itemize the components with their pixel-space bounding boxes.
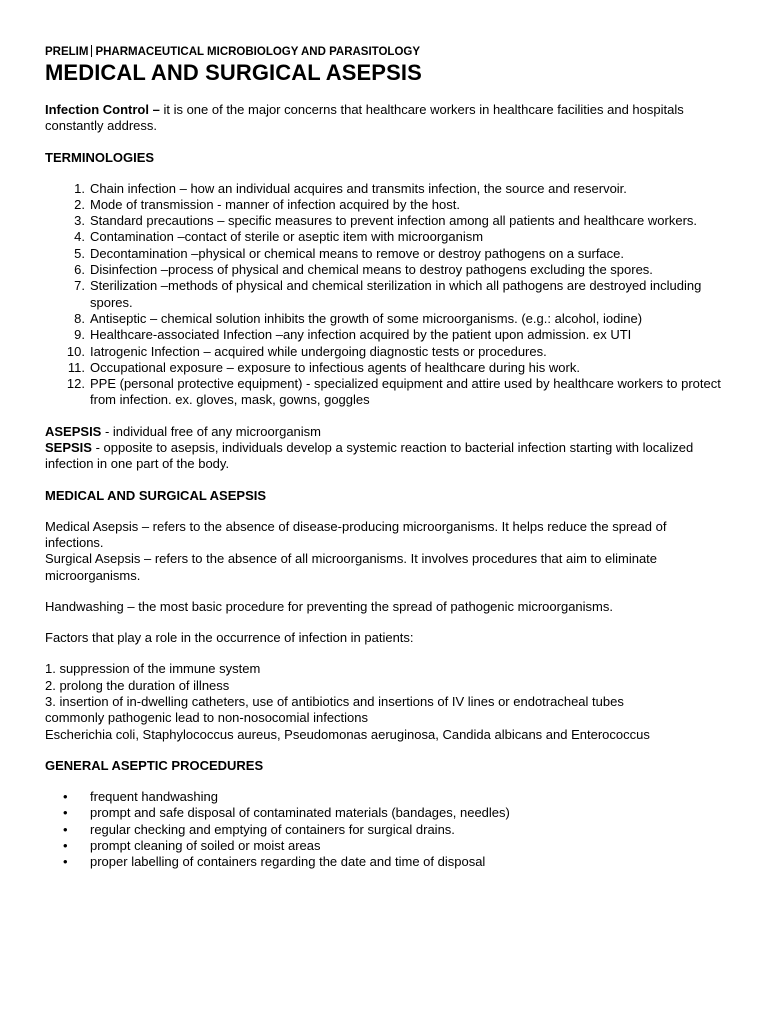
factor-line: 2. prolong the duration of illness [45,677,230,693]
list-item: 6. Disinfection –process of physical and chemical means to destroy pathogens excluding the spores. [74,262,653,278]
list-item: • regular checking and emptying of containers for surgical drains. [63,821,455,837]
med-surg-heading: MEDICAL AND SURGICAL ASEPSIS [45,487,267,503]
document-page [45,45,725,870]
handwashing-paragraph: Handwashing – the most basic procedure for preventing the spread of pathogenic microorganisms. [45,598,613,614]
factor-line: 1. suppression of the immune system [45,661,261,677]
factor-line: Escherichia coli, Staphylococcus aureus, Pseudomonas aeruginosa, Candida albicans and Enterococcus [45,726,650,742]
general-procedures-list [45,789,725,870]
terminologies-heading: TERMINOLOGIES [45,149,155,165]
general-procedures-heading: GENERAL ASEPTIC PROCEDURES [45,757,264,773]
list-item: 11. Occupational exposure – exposure to infectious agents of healthcare during his work. [67,359,580,375]
surgical-asepsis-paragraph: Surgical Asepsis – refers to the absence of all microorganisms. It involves procedures that aim to eliminate microorganisms. [45,551,658,583]
list-item: 10. Iatrogenic Infection – acquired while undergoing diagnostic tests or procedures. [66,343,547,359]
list-item: 3. Standard precautions – specific measures to prevent infection among all patients and healthcare workers. [74,213,698,229]
factor-line: commonly pathogenic lead to non-nosocomial infections [45,710,369,726]
list-item: • prompt cleaning of soiled or moist areas [63,837,321,853]
list-item: 7. Sterilization –methods of physical and chemical sterilization in which all pathogens are destroyed including spores. [74,278,702,310]
medical-asepsis-paragraph: Medical Asepsis – refers to the absence of disease-producing microorganisms. It helps reduce the spread of infections. [45,518,667,550]
course-header [45,45,725,59]
intro-term: Infection Control – [45,102,160,117]
course-name: PHARMACEUTICAL MICROBIOLOGY AND PARASITOLOGY [95,46,421,58]
factor-line: 3. insertion of in-dwelling catheters, use of antibiotics and insertions of IV lines or endotracheal tubes [45,694,624,710]
list-item: • prompt and safe disposal of contaminated materials (bandages, needles) [63,805,510,821]
bullet-icon: • [63,837,68,853]
intro-paragraph [45,102,725,135]
bullet-icon: • [63,854,68,870]
bullet-icon: • [63,788,68,804]
list-item: 5. Decontamination –physical or chemical means to remove or destroy pathogens on a surface. [74,245,625,261]
course-prefix: PRELIM [45,46,89,58]
list-item: 4. Contamination –contact of sterile or aseptic item with microorganism [74,229,484,245]
list-item: 1. Chain infection – how an individual acquires and transmits infection, the source and reservoir. [74,180,627,196]
terminologies-list [45,181,725,409]
header-separator [91,45,92,57]
bullet-icon: • [63,805,68,821]
page-title: MEDICAL AND SURGICAL ASEPSIS [45,60,422,85]
list-item: 2. Mode of transmission - manner of infection acquired by the host. [74,196,460,212]
list-item: • proper labelling of containers regarding the date and time of disposal [63,854,486,870]
factors-intro: Factors that play a role in the occurrence of infection in patients: [45,630,414,646]
bullet-icon: • [63,821,68,837]
sepsis-term: SEPSIS [45,440,92,456]
list-item: 12. PPE (personal protective equipment) - specialized equipment and attire used by healthcare workers to protect from infection. ex. gloves, mask, gowns, goggles [66,376,721,408]
sepsis-definition: SEPSIS - opposite to asepsis, individuals develop a systemic reaction to bacterial infection starting with localized infection in one part of the body. [45,440,694,472]
asepsis-term: ASEPSIS [45,423,102,439]
list-item: 9. Healthcare-associated Infection –any infection acquired by the patient upon admission. ex UTI [74,327,632,343]
intro-text: it is one of the major concerns that healthcare workers in healthcare facilities and hospitals constantly address. [45,102,684,134]
list-item: 8. Antiseptic – chemical solution inhibits the growth of some microorganisms. (e.g.: alcohol, iodine) [74,310,643,326]
list-item: • frequent handwashing [63,788,218,804]
asepsis-definition: ASEPSIS - individual free of any microorganism [45,423,322,439]
